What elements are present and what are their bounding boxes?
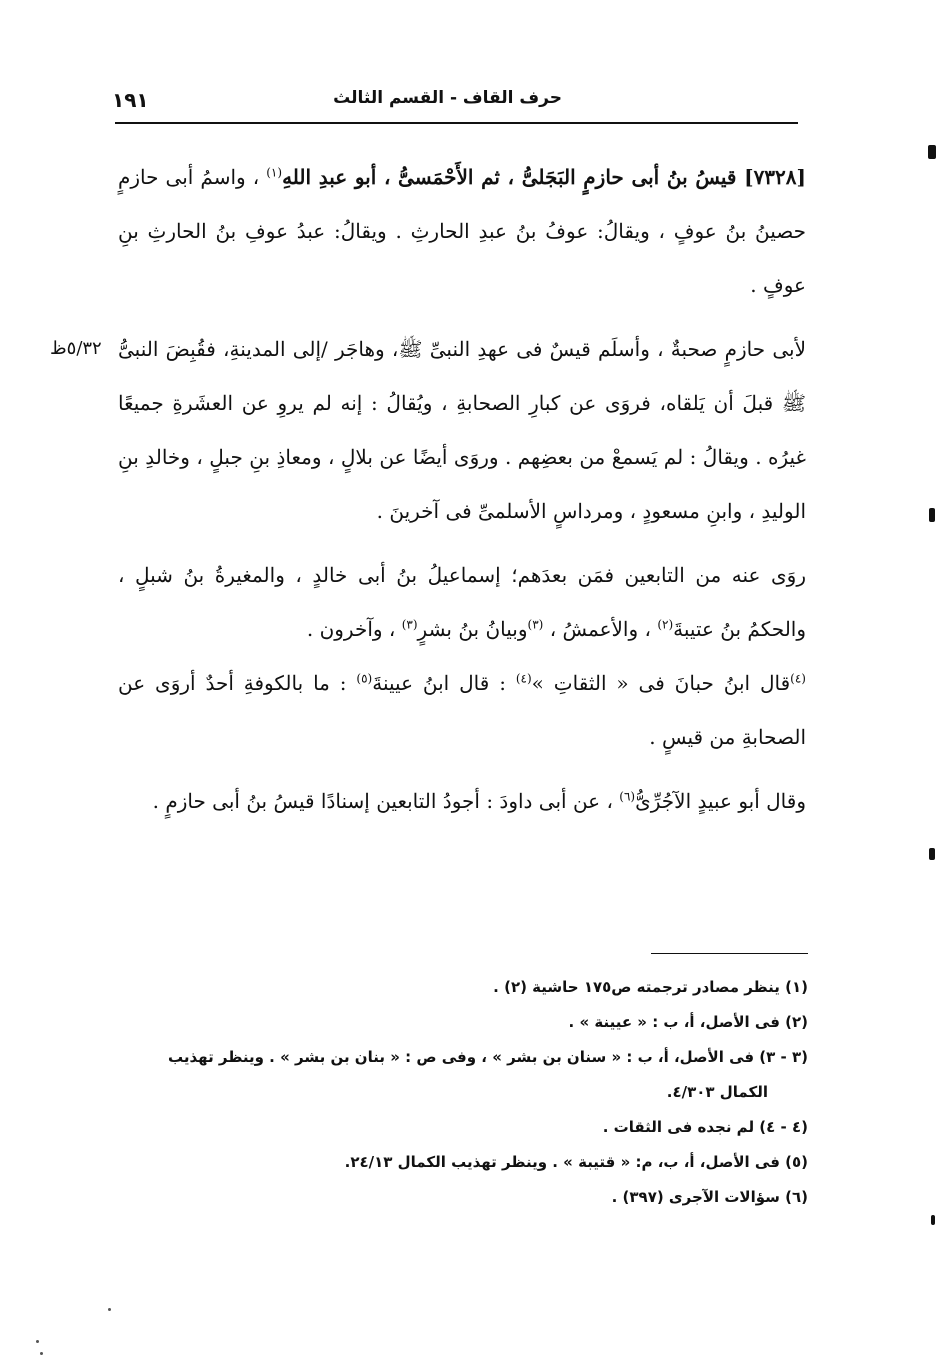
entry-heading-tail: ، واسمُ أبى حازمٍ حصينُ بنُ عوفٍ ، ويقالُ: عوفُ بنُ عبدِ الحارثِ . ويقالُ: عبدُ عوفِ بنُ الحارثِ بنِ عوفٍ . — [118, 165, 806, 297]
footnote-separator — [651, 953, 808, 954]
footnote-5: (٥) فى الأصل، أ، ب، م: « قتيبة » . وينظر تهذيب الكمال ٢٤/١٣. — [344, 1153, 808, 1171]
page-number: ١٩١ — [112, 88, 149, 112]
footnote-4: (٤ - ٤) لم نجده فى الثقات . — [602, 1118, 808, 1136]
footnote-3-continued: الكمال ٤/٣٠٣. — [666, 1083, 768, 1101]
footnote-ref-6: (٦) — [619, 789, 636, 804]
footnote-ref-2: (٢) — [657, 617, 674, 632]
narrators-text-b: ، والأعمشُ ، — [543, 617, 658, 641]
margin-manuscript-ref: ٥/٣٢ظ — [50, 338, 102, 359]
footnotes — [118, 970, 808, 1215]
ibn-hibban-text-b: : قال ابنُ عيينةَ — [372, 671, 516, 695]
footnote-3: (٣ - ٣) فى الأصل، أ، ب : « سنان بن بشر » ، وفى ص : « بنان بن بشر » . وينظر تهذيب — [168, 1048, 808, 1066]
narrators-text-d: ، وآخرون . — [306, 617, 402, 641]
narrators-paragraph — [118, 548, 806, 656]
footnote-ref-3: (٣) — [527, 617, 544, 632]
ibn-hibban-paragraph — [118, 656, 806, 764]
footnote-2: (٢) فى الأصل، أ، ب : « عيينة » . — [568, 1013, 808, 1031]
entry-paragraph — [118, 150, 806, 312]
footnote-ref-4: (٤) — [790, 671, 806, 686]
binding-mark-top — [928, 145, 936, 159]
header-title: حرف القاف - القسم الثالث — [333, 88, 562, 108]
companion-paragraph: لأبى حازمٍ صحبةٌ ، وأسلَم قيسٌ فى عهدِ النبىِّ ﷺ، وهاجَر /إلى المدينةِ، فقُبِضَ النبىُّ ﷺ قبلَ أن يَلقاه، فروَى عن كبارِ الصحابةِ ، ويُقالُ : إنه لم يروِ عن العشَرةِ جميعًا غيرُه . ويقالُ : لم يَسمعْ من بعضِهم . وروَى أيضًا عن بلالٍ ، ومعاذِ بنِ جبلٍ ، وخالدِ بنِ الوليدِ ، وابنِ مسعودٍ ، ومرداسٍ الأسلمىِّ فى آخرينَ . — [118, 337, 806, 523]
ibn-hibban-text-a: قال ابنُ حبانَ فى « الثقاتِ » — [531, 671, 791, 695]
ibn-hibban-text-c: : ما بالكوفةِ أحدٌ أروَى عن الصحابةِ من قيسٍ . — [118, 671, 806, 749]
scan-speck — [40, 1352, 43, 1355]
ajurri-paragraph — [118, 774, 806, 828]
binding-mark-lower — [929, 848, 935, 860]
scan-speck — [108, 1308, 111, 1311]
entry-heading: [٧٣٢٨] قيسُ بنُ أبى حازمٍ البَجَلىُّ ، ثم الأَحْمَسىُّ ، أبو عبدِ اللهِ — [282, 165, 806, 189]
footnote-ref-3-end: (٣) — [401, 617, 418, 632]
binding-mark-bottom — [931, 1215, 935, 1225]
main-text — [118, 150, 806, 828]
footnote-6: (٦) سؤالات الآجرى (٣٩٧) . — [611, 1188, 808, 1206]
scan-speck — [36, 1340, 39, 1343]
footnote-ref-1: (١) — [266, 165, 283, 180]
header-rule — [115, 122, 798, 124]
narrators-text-c: وبيانُ بنُ بشرٍ — [417, 617, 528, 641]
footnote-ref-5: (٥) — [356, 671, 373, 686]
footnote-1: (١) ينظر مصادر ترجمته ص١٧٥ حاشية (٢) . — [493, 978, 808, 996]
ajurri-text-b: ، عن أبى داودَ : أجودُ التابعين إسنادًا قيسُ بنُ أبى حازمٍ . — [152, 789, 620, 813]
running-header — [112, 88, 802, 118]
ajurri-text-a: وقال أبو عبيدٍ الآجُرِّىُّ — [635, 789, 806, 813]
footnote-ref-4-end: (٤) — [515, 671, 532, 686]
binding-mark-middle — [929, 508, 935, 522]
narrators-text-a: روَى عنه من التابعين فمَن بعدَهم؛ إسماعيلُ بنُ أبى خالدٍ ، والمغيرةُ بنُ شبلٍ ، والحكمُ بنُ عتيبةَ — [118, 563, 806, 641]
